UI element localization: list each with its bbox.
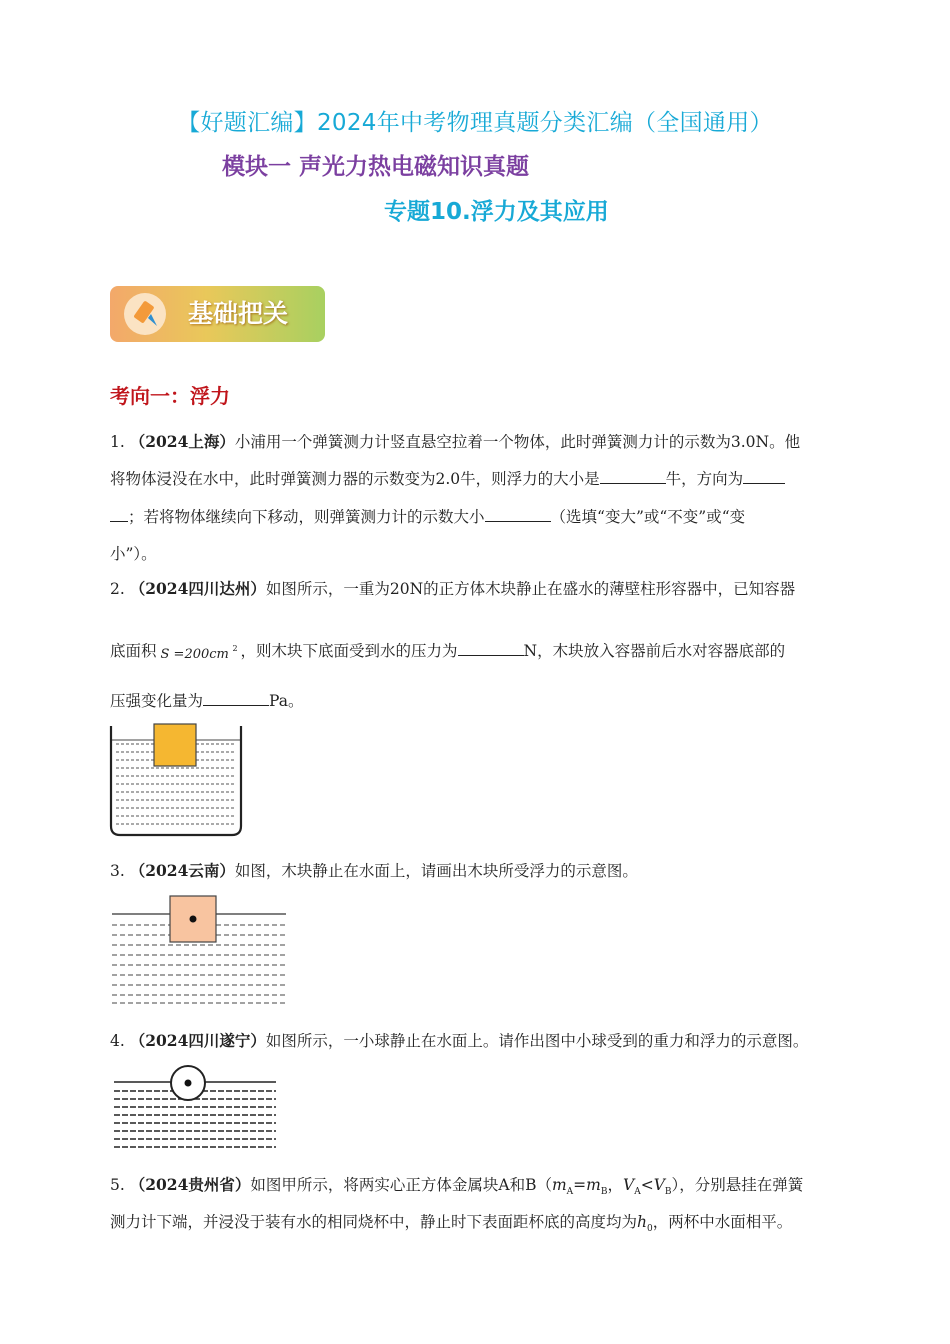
- badge-label: 基础把关: [188, 299, 289, 328]
- q1-line2: 将物体浸没在水中，此时弹簧测力器的示数变为2.0牛，则浮力的大小是 牛，方向为: [110, 468, 785, 490]
- q3-water-figure: [112, 894, 290, 1006]
- formula-exponent: 2: [232, 644, 238, 653]
- answer-blank[interactable]: [110, 507, 128, 522]
- doc-title: 【好题汇编】2024年中考物理真题分类汇编（全国通用）: [177, 110, 773, 136]
- q4-line1: 4. （2024四川遂宁）如图所示，一小球静止在水面上。请作出图中小球受到的重力和浮力的示意图。: [110, 1031, 809, 1050]
- answer-blank[interactable]: [600, 469, 666, 484]
- answer-blank[interactable]: [458, 641, 524, 656]
- answer-blank[interactable]: [743, 469, 785, 484]
- q2-container-figure: [106, 722, 246, 840]
- area-formula: S =200cm: [160, 647, 229, 662]
- q1-line3: ；若将物体继续向下移动，则弹簧测力计的示数大小 （选填“变大”或“不变”或“变: [110, 506, 745, 528]
- q1-line4: 小”）。: [110, 545, 157, 563]
- pen-icon: [124, 293, 166, 335]
- module-title: 模块一 声光力热电磁知识真题: [222, 154, 530, 180]
- section-heading: 考向一：浮力: [110, 384, 230, 408]
- q3-line1: 3. （2024云南）如图，木块静止在水面上，请画出木块所受浮力的示意图。: [110, 861, 638, 880]
- answer-blank[interactable]: [485, 507, 551, 522]
- q5-line2: 测力计下端，并浸没于装有水的相同烧杯中，静止时下表面距杯底的高度均为$h_0$，两杯中水面相平。: [110, 1213, 793, 1235]
- q5-line1: 5. （2024贵州省）如图甲所示，将两实心正方体金属块A和$B(m_A=m_B$，$V_A<V_B$），分别悬挂在弹簧: [110, 1175, 804, 1198]
- q2-line2: 底面积 S =200cm 2 ，则木块下底面受到水的压力为 N，木块放入容器前后水对容器底部的: [110, 640, 785, 662]
- q4-ball-figure: [114, 1064, 280, 1156]
- basic-badge: [110, 286, 325, 342]
- answer-blank[interactable]: [203, 691, 269, 706]
- q2-line3: 压强变化量为 Pa。: [110, 692, 304, 710]
- topic-title: 专题10.浮力及其应用: [384, 199, 609, 225]
- q1-line1: 1. （2024上海）小浦用一个弹簧测力计竖直悬空拉着一个物体，此时弹簧测力计的示数为3.0N。他: [110, 432, 801, 451]
- q2-line1: 2. （2024四川达州）如图所示，一重为20N的正方体木块静止在盛水的薄壁柱形容器中，已知容器: [110, 579, 796, 598]
